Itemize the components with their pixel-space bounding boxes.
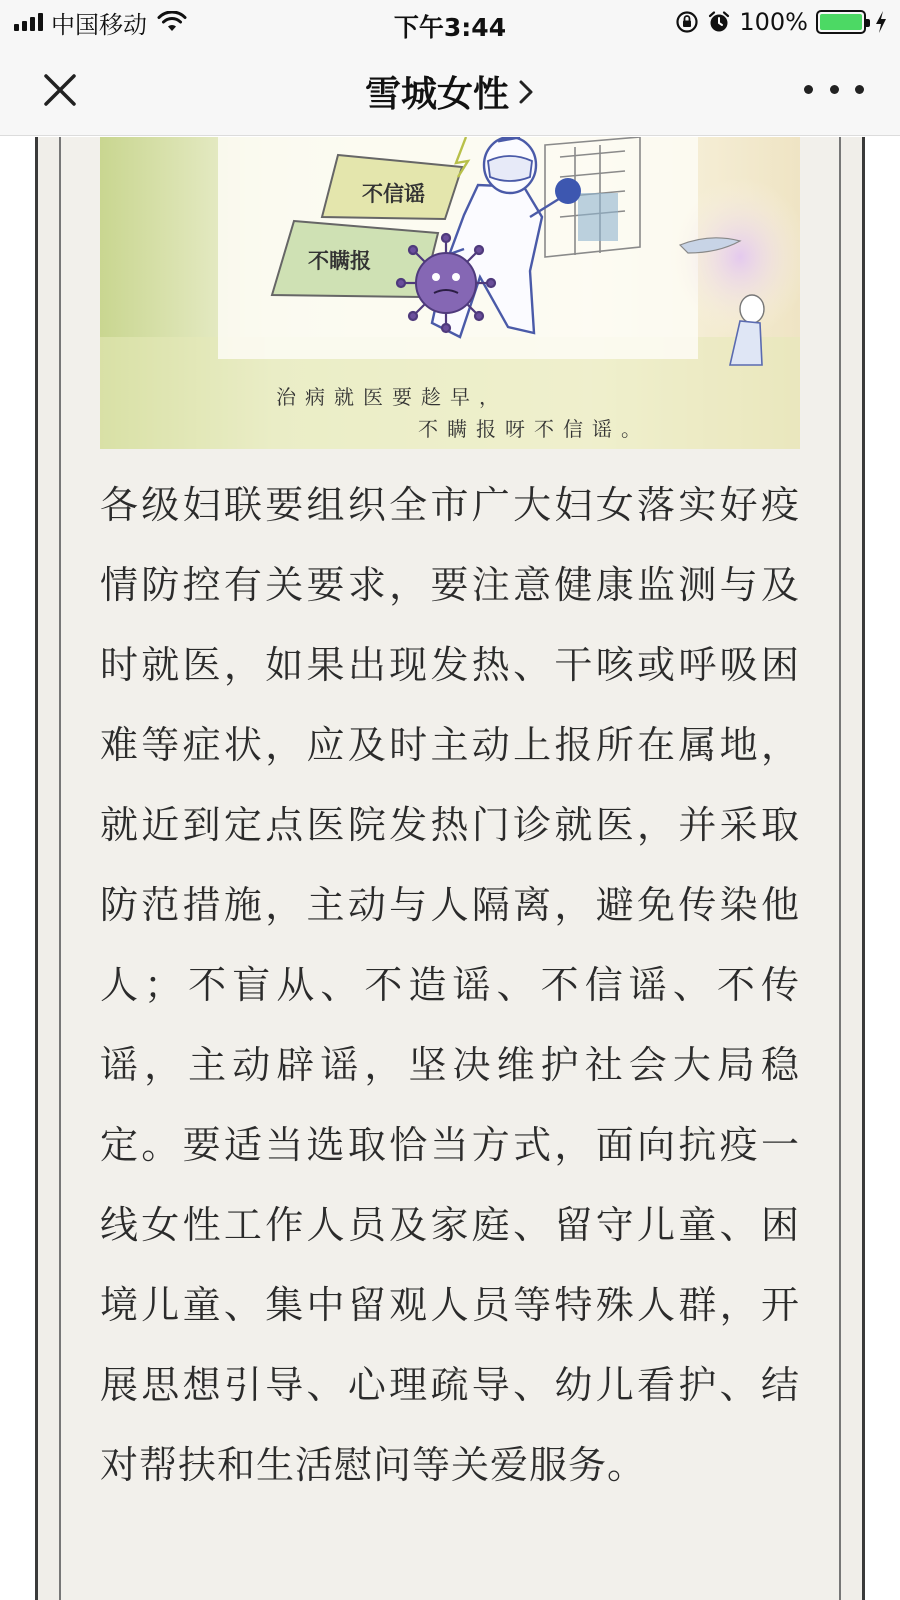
virus-illustration [397,234,495,332]
more-icon[interactable] [804,74,864,104]
article-content [0,137,900,1600]
navigation-bar [0,44,900,136]
carrier-name: 中国移动 [51,10,147,39]
article-illustration [100,137,800,449]
chevron-right-icon [517,78,535,106]
nav-title-container [0,66,900,117]
battery-icon [816,10,866,34]
battery-percentage: 100% [739,8,808,36]
status-right [675,8,888,36]
status-time: 下午3:44 [393,13,507,42]
illustration-caption-line1: 治病就医要趁早， [276,385,508,409]
status-bar [0,0,900,44]
orientation-lock-icon [675,10,699,34]
battery-fill [820,14,862,30]
illustration-caption-line2: 不瞒报呀不信谣。 [418,417,650,441]
sign-not-believe-rumors: 不信谣 [362,182,425,206]
sign-not-conceal-report: 不瞒报 [308,249,371,273]
article-paragraph: 各级妇联要组织全市广大妇女落实好疫情防控有关要求，要注意健康监测与及时就医，如果出现发热、干咳或呼吸困难等症状，应及时主动上报所在属地，就近到定点医院发热门诊就医，并采取防范措施，主动与人隔离，避免传染他人；不盲从、不造谣、不信谣、不传谣，主动辟谣，坚决维护社会大局稳定。要适当选取恰当方式，面向抗疫一线女性工作人员及家庭、留守儿童、困境儿童、集中留观人员等特殊人群，开展思想引导、心理疏导、幼儿看护、结对帮扶和生活慰问等关爱服务。 [100,483,800,1487]
alarm-icon [707,10,731,34]
account-name-link[interactable] [365,66,535,117]
account-name: 雪城女性 [364,74,509,115]
charging-bolt-icon [874,10,888,34]
